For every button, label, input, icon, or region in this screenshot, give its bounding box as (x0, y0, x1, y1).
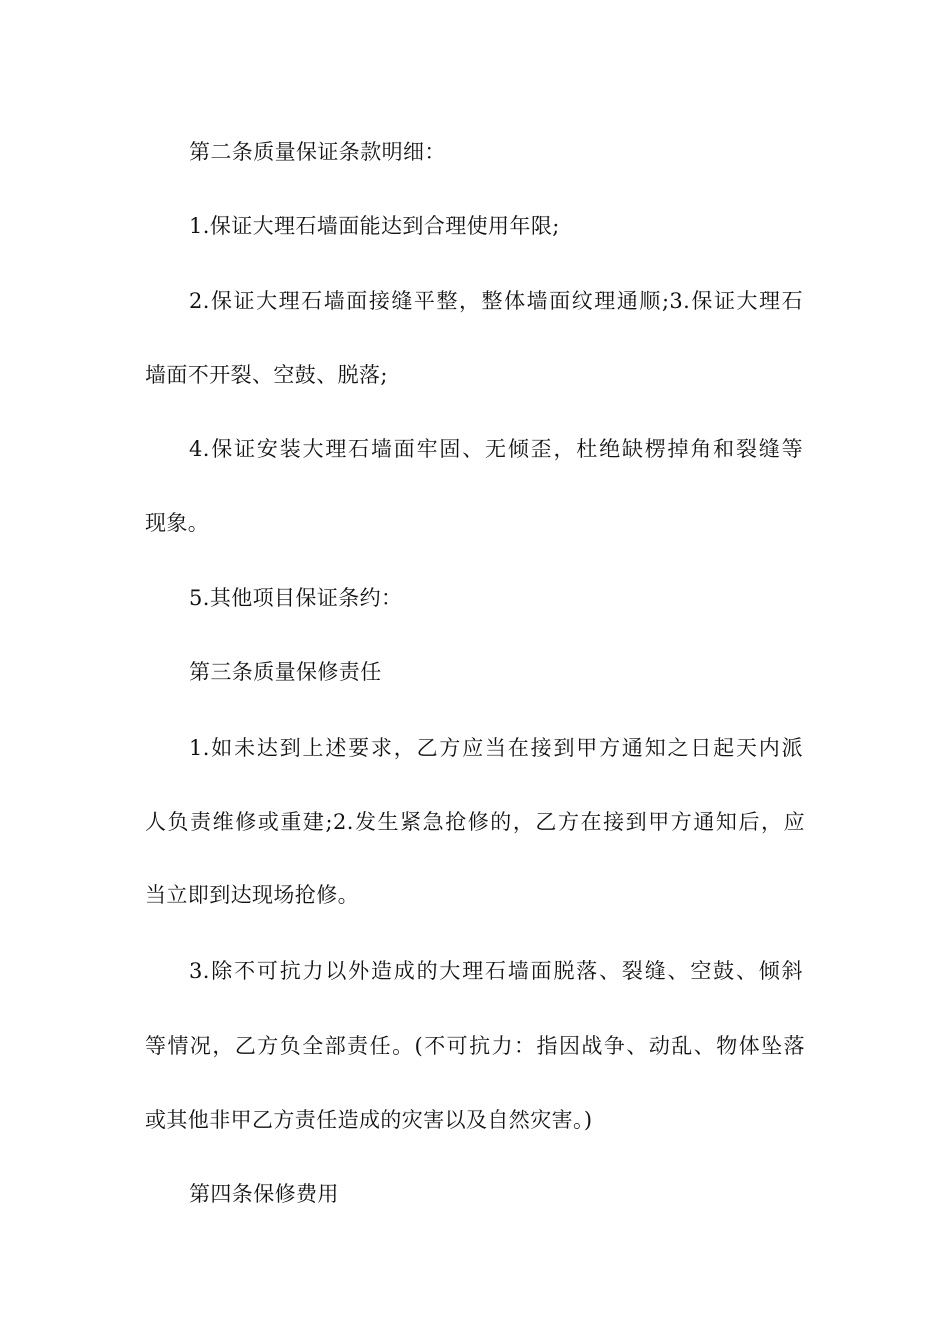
paragraph-line: 等情况，乙方负全部责任。(不可抗力：指因战争、动乱、物体坠落 (145, 1034, 805, 1058)
paragraph-line: 人负责维修或重建;2.发生紧急抢修的，乙方在接到甲方通知后，应 (145, 810, 805, 834)
paragraph-line: 2.保证大理石墙面接缝平整，整体墙面纹理通顺;3.保证大理石 (189, 289, 803, 313)
paragraph-line: 现象。 (145, 511, 210, 535)
paragraph-line: 或其他非甲乙方责任造成的灾害以及自然灾害。) (145, 1108, 593, 1132)
paragraph-line: 当立即到达现场抢修。 (145, 883, 359, 907)
paragraph-line: 墙面不开裂、空鼓、脱落; (145, 363, 388, 387)
article-4-heading: 第四条保修费用 (189, 1182, 339, 1206)
paragraph-line: 4.保证安装大理石墙面牢固、无倾歪，杜绝缺楞掉角和裂缝等 (189, 437, 803, 461)
paragraph-line: 1.保证大理石墙面能达到合理使用年限; (189, 214, 560, 238)
paragraph-line: 3.除不可抗力以外造成的大理石墙面脱落、裂缝、空鼓、倾斜 (189, 959, 803, 983)
article-2-heading: 第二条质量保证条款明细： (189, 140, 446, 164)
paragraph-line: 1.如未达到上述要求，乙方应当在接到甲方通知之日起天内派 (189, 736, 803, 760)
paragraph-line: 5.其他项目保证条约： (189, 586, 403, 610)
article-3-heading: 第三条质量保修责任 (189, 660, 382, 684)
